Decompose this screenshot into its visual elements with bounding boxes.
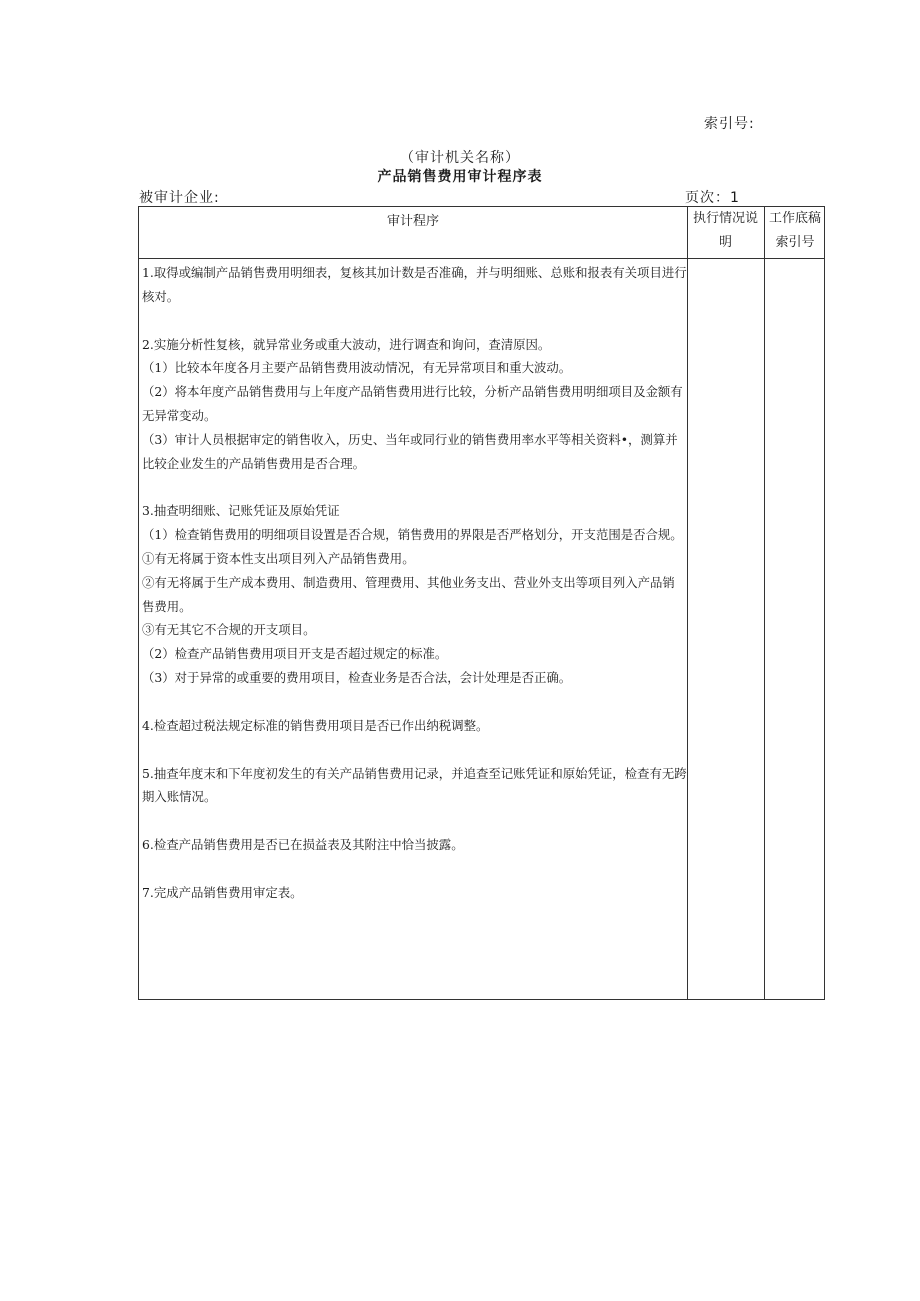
procedure-step-3-1c: ③有无其它不合规的开支项目。 bbox=[142, 622, 316, 638]
header-workpaper-index bbox=[764, 207, 826, 258]
procedure-step-7: 7.完成产品销售费用审定表。 bbox=[142, 884, 303, 900]
audited-company-label: 被审计企业: bbox=[139, 190, 220, 206]
column-divider bbox=[687, 207, 688, 999]
header-execution-notes bbox=[687, 207, 764, 258]
procedure-step-3-1: （1）检查销售费用的明细项目设置是否合规，销售费用的界限是否严格划分，开支范围是否合规。 bbox=[142, 527, 683, 543]
procedure-step-2-3: （3）审计人员根据审定的销售收入，历史、当年或同行业的销售费用率水平等相关资料•，测算并比较企业发生的产品销售费用是否合理。 bbox=[142, 431, 678, 471]
procedure-step-2-1: （1）比较本年度各月主要产品销售费用波动情况，有无异常项目和重大波动。 bbox=[142, 360, 572, 376]
procedure-step-3-1b: ②有无将属于生产成本费用、制造费用、管理费用、其他业务支出、营业外支出等项目列入产品销售费用。 bbox=[142, 574, 675, 614]
header-divider bbox=[139, 258, 824, 259]
procedure-step-4: 4.检查超过税法规定标准的销售费用项目是否已作出纳税调整。 bbox=[142, 717, 489, 733]
index-number-label: 索引号: bbox=[704, 116, 755, 132]
procedure-step-3: 3.抽查明细账、记账凭证及原始凭证 bbox=[142, 503, 340, 519]
document-title: 产品销售费用审计程序表 bbox=[377, 169, 543, 185]
column-divider bbox=[764, 207, 765, 999]
procedure-step-3-1a: ①有无将属于资本性支出项目列入产品销售费用。 bbox=[142, 550, 415, 566]
header-execution-line2: 明 bbox=[718, 235, 732, 250]
procedure-content bbox=[142, 261, 687, 905]
procedure-step-5: 5.抽查年度末和下年度初发生的有关产品销售费用记录，并追查至记账凭证和原始凭证，检查有无跨期入账情况。 bbox=[142, 765, 687, 805]
procedure-step-2-2: （2）将本年度产品销售费用与上年度产品销售费用进行比较，分析产品销售费用明细项目及金额有无异常变动。 bbox=[142, 384, 683, 423]
header-procedure: 审计程序 bbox=[386, 214, 439, 229]
procedure-step-1: 1.取得或编制产品销售费用明细表，复核其加计数是否准确，并与明细账、总账和报表有关项目进行核对。 bbox=[142, 265, 687, 304]
page-number-label: 页次：1 bbox=[685, 190, 740, 206]
audit-org-name: （审计机关名称） bbox=[400, 150, 520, 166]
audit-procedure-table bbox=[138, 206, 825, 1000]
procedure-step-6: 6.检查产品销售费用是否已在损益表及其附注中恰当披露。 bbox=[142, 837, 464, 853]
procedure-step-2: 2.实施分析性复核，就异常业务或重大波动，进行调查和询问，查清原因。 bbox=[142, 336, 551, 352]
header-workpaper-line1: 工作底稿 bbox=[768, 211, 821, 226]
header-execution-line1: 执行情况说 bbox=[692, 211, 758, 226]
procedure-step-3-2: （2）检查产品销售费用项目开支是否超过规定的标准。 bbox=[142, 646, 448, 662]
header-workpaper-line2: 索引号 bbox=[775, 235, 815, 250]
procedure-step-3-3: （3）对于异常的或重要的费用项目，检查业务是否合法，会计处理是否正确。 bbox=[142, 669, 572, 685]
